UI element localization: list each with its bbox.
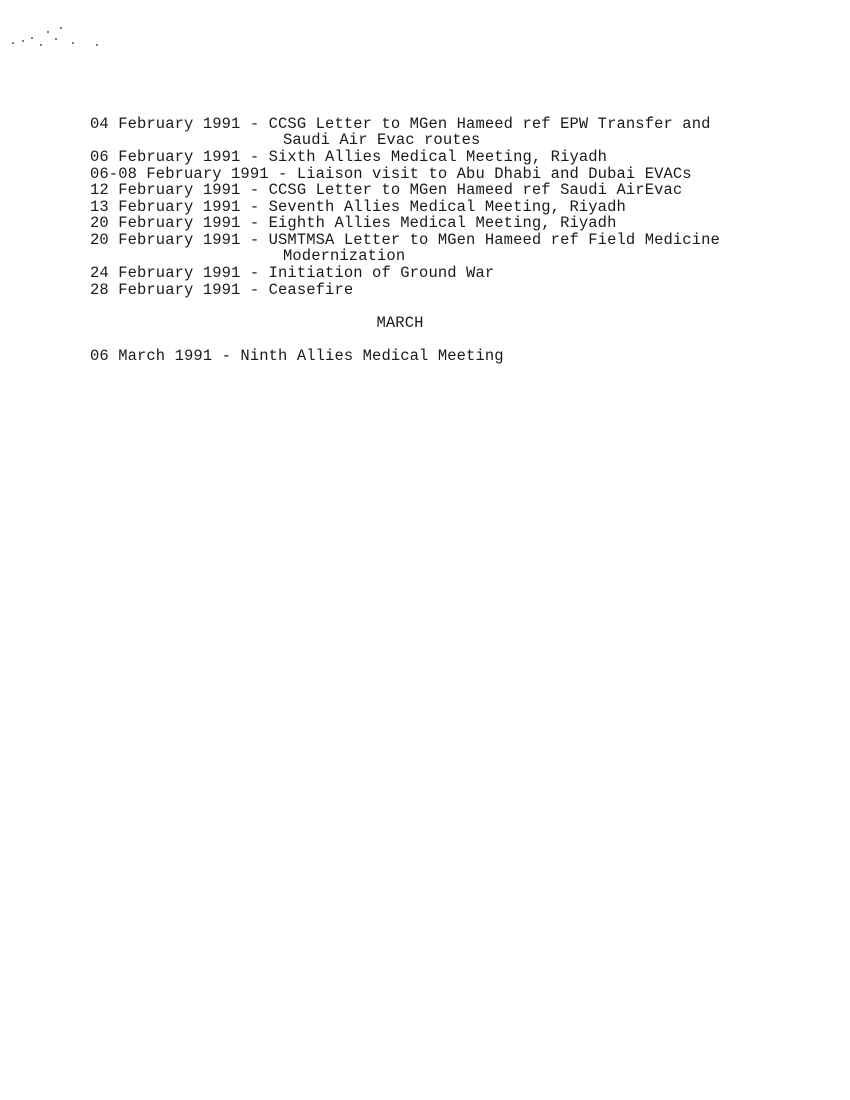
entry-line-5: 13 February 1991 - Seventh Allies Medical Meeting, Riyadh xyxy=(90,198,626,216)
march-entry-line-1: 06 March 1991 - Ninth Allies Medical Meeting xyxy=(90,347,504,365)
entry-line-8: 24 February 1991 - Initiation of Ground War xyxy=(90,264,495,282)
entry-line-3: 06-08 February 1991 - Liaison visit to Abu Dhabi and Dubai EVACs xyxy=(90,165,692,183)
entry-line-1-continuation: Saudi Air Evac routes xyxy=(283,131,481,149)
entry-line-2: 06 February 1991 - Sixth Allies Medical Meeting, Riyadh xyxy=(90,148,608,166)
section-heading-march: MARCH xyxy=(376,314,424,332)
entry-line-6: 20 February 1991 - Eighth Allies Medical Meeting, Riyadh xyxy=(90,214,617,232)
entry-line-7: 20 February 1991 - USMTMSA Letter to MGen Hameed ref Field Medicine xyxy=(90,231,720,249)
entry-line-7-continuation: Modernization xyxy=(283,247,406,265)
entry-line-4: 12 February 1991 - CCSG Letter to MGen Hameed ref Saudi AirEvac xyxy=(90,181,683,199)
entry-line-9: 28 February 1991 - Ceasefire xyxy=(90,281,354,299)
entry-line-1: 04 February 1991 - CCSG Letter to MGen Hameed ref EPW Transfer and xyxy=(90,115,711,133)
